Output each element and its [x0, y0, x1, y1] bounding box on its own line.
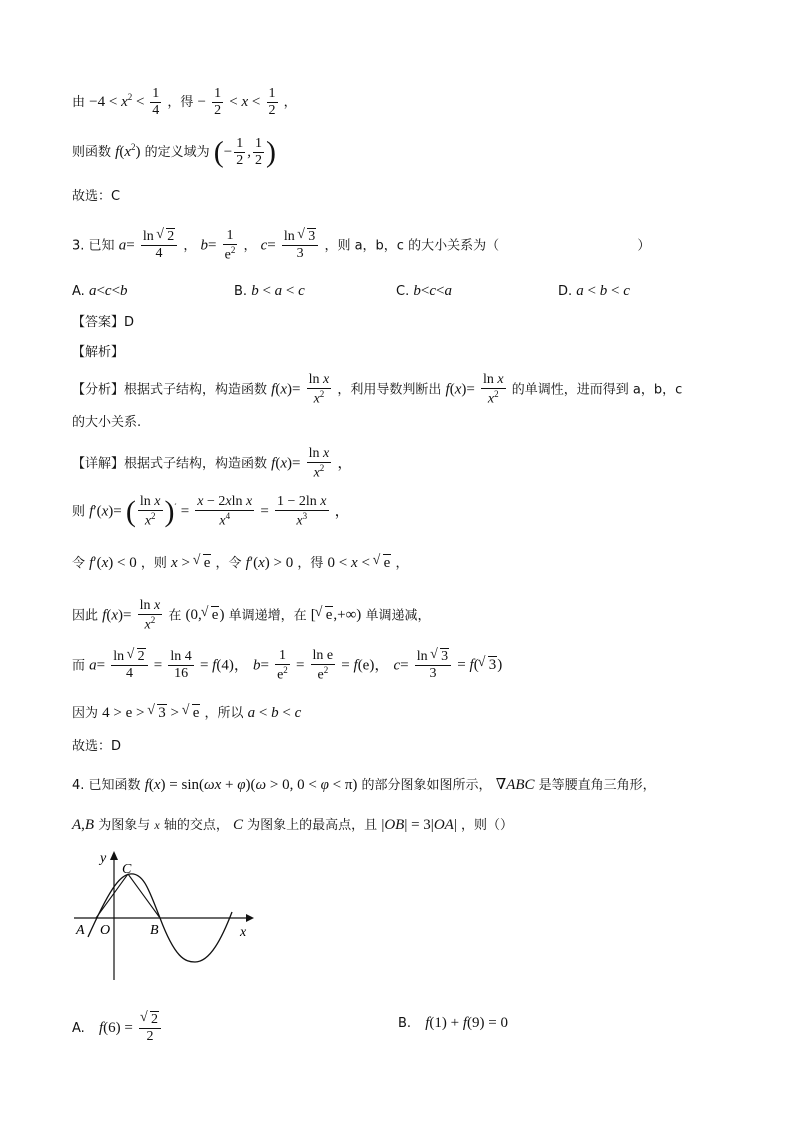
- condition-line: 令 f′(x) < 0 ，则 x > √ e ，令 f′(x) > 0 ，得 0 < x < √ e ，: [72, 556, 408, 571]
- option-d: D. a < b < c: [558, 283, 630, 299]
- analysis-label: 【解析】: [72, 345, 125, 360]
- graph-label-b: B: [150, 923, 159, 938]
- option-b: B. b < a < c: [234, 283, 305, 299]
- fenxi-line: 【分析】根据式子结构，构造函数 f(x)= $\frac{\text{ln x}}{x^2}$ ，利用导数判断出 f(x)= $\frac{\text{ln x}}{x^2}$ 的单调性，进而得到 a，b，c: [72, 372, 683, 407]
- graph-label-x: x: [240, 925, 247, 940]
- answer-line-d: 故选：D: [72, 739, 122, 754]
- question-4-line-1: 4. 已知函数 f(x) = sin(ωx + φ)(ω > 0, 0 < φ < π) 的部分图象如图所示， ∇ABC 是等腰直角三角形，: [72, 777, 656, 793]
- graph-label-c: C: [122, 862, 132, 877]
- answer-label: 【答案】D: [72, 315, 135, 330]
- sine-graph: [70, 848, 260, 988]
- option-4b: B. f(1) + f(9) = 0: [398, 1015, 508, 1031]
- derivative-line: 则 f′(x)= ( $\frac{\text{ln x}}{x^2}$ )′ = $\frac{\text{x − 2xln x}}{x^4}$ = $\frac{\text{1 − 2ln x}}{x^3}$ ，: [72, 494, 350, 529]
- answer-line-c: 故选：C: [72, 189, 121, 204]
- question-3: 3. 已知 a= $\frac{\ln √ 2}{4}$ ， b= $\frac{1}{e^2}$ ， c= $\frac{\ln √ 3}{3}$ ，则 a，b，c 的大小关系为（ ）: [72, 228, 650, 264]
- graph-label-a: A: [76, 923, 85, 938]
- xiangjie-line: 【详解】根据式子结构，构造函数 f(x)= $\frac{\text{ln x}}{x^2}$ ，: [72, 446, 353, 481]
- values-line: 而 a= $\frac{\ln √ 2}{4}$ = $\frac{\ln 4}{16}$ = f(4)， b= $\frac{1}{e^2}$ = $\frac{\text{ln e}}{e^2}$ = f(e)， c= $\frac{\ln √ 3}{3}$ = f(√ 3): [72, 648, 502, 684]
- question-4-line-2: A,B 为图象与 x 轴的交点， C 为图象上的最高点，且 |OB| = 3|OA| ，则（）: [72, 817, 513, 833]
- option-c: C. b<c<a: [396, 283, 452, 299]
- monotonic-line: 因此 f(x)= $\frac{\text{ln x}}{x^2}$ 在 (0,√ e) 单调递增，在 [√ e,+∞) 单调递减，: [72, 598, 430, 634]
- solution-line-1: 由 $-4 < x^2$ < $\frac{1}{4}$ ，得 − $\frac{1}{2}$ < x < $\frac{1}{2}$ ，: [72, 86, 297, 119]
- because-line: 因为 4 > e > √ 3 > √ e ，所以 a < b < c: [72, 706, 301, 721]
- option-a: A. a<c<b: [72, 283, 128, 299]
- option-4a: A. f(6) = √ $\frac{2}{2}$: [72, 1012, 163, 1045]
- fenxi-line-2: 的大小关系.: [72, 415, 142, 430]
- graph-label-y: y: [100, 851, 107, 866]
- graph-label-o: O: [100, 923, 111, 938]
- solution-line-2: 则函数 $f(x^2)$ 的定义域为 (− $\frac{1}{2}$ , $\frac{1}{2}$ ): [72, 135, 277, 169]
